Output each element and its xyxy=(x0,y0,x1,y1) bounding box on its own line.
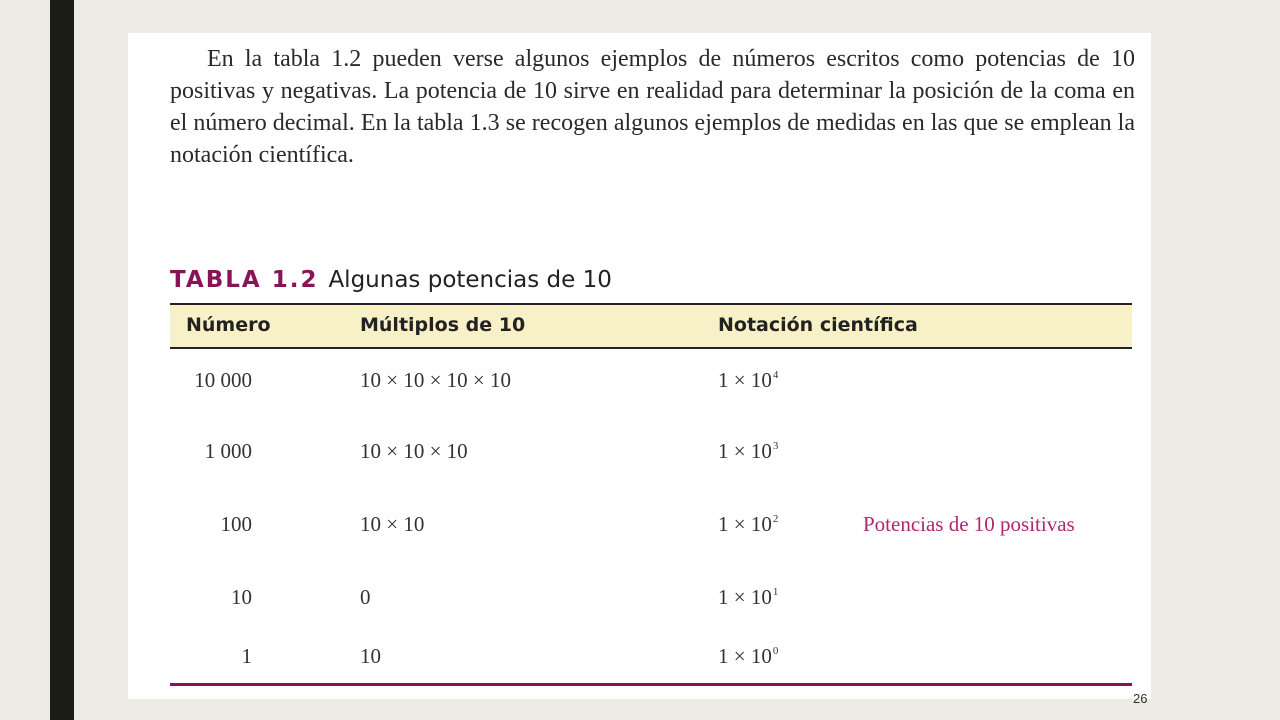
cell-numero: 10 xyxy=(231,585,252,609)
table-header xyxy=(170,303,1132,349)
header-numero: Número xyxy=(186,314,271,336)
notacion-base: 1 × 10 xyxy=(718,439,772,463)
notacion-exponent: 2 xyxy=(772,513,779,525)
table-row xyxy=(128,644,1151,674)
table-caption xyxy=(170,267,612,293)
notacion-base: 1 × 10 xyxy=(718,512,772,536)
notacion-exponent: 3 xyxy=(772,440,779,452)
left-accent-bar xyxy=(50,0,74,720)
cell-numero: 1 xyxy=(241,644,252,668)
table-row xyxy=(128,585,1151,615)
table-title: Algunas potencias de 10 xyxy=(328,267,612,293)
intro-paragraph: En la tabla 1.2 pueden verse algunos ejemplos de números escritos como potencias de 10 positivas y negativas. La potencia de 10 sirve en realidad para determinar la posición de la coma en el número decimal. En la tabla 1.3 se recogen algunos ejemplos de medidas en las que se emplean la notación científica. xyxy=(170,46,1135,168)
cell-notacion xyxy=(718,439,778,464)
cell-multiplos: 10 × 10 × 10 xyxy=(360,439,468,463)
cell-multiplos: 0 xyxy=(360,585,371,609)
cell-multiplos: 10 × 10 × 10 × 10 xyxy=(360,368,512,392)
notacion-exponent: 4 xyxy=(772,369,779,381)
cell-multiplos: 10 × 10 xyxy=(360,512,425,536)
table-bottom-rule xyxy=(170,683,1132,686)
cell-numero: 1 000 xyxy=(204,439,252,463)
cell-notacion xyxy=(718,585,778,610)
cell-numero: 100 xyxy=(220,512,252,536)
cell-multiplos: 10 xyxy=(360,644,381,668)
notacion-base: 1 × 10 xyxy=(718,644,772,668)
table-row xyxy=(128,439,1151,469)
table-label: TABLA 1.2 xyxy=(170,267,319,293)
page-number: 26 xyxy=(1133,691,1148,706)
table-row xyxy=(128,368,1151,398)
notacion-base: 1 × 10 xyxy=(718,368,772,392)
notacion-exponent: 0 xyxy=(772,645,779,657)
notacion-base: 1 × 10 xyxy=(718,585,772,609)
header-multiplos: Múltiplos de 10 xyxy=(360,314,526,336)
cell-notacion xyxy=(718,368,778,393)
cell-numero: 10 000 xyxy=(194,368,252,392)
cell-notacion xyxy=(718,644,778,669)
cell-notacion xyxy=(718,512,778,537)
side-note-positive-powers: Potencias de 10 positivas xyxy=(863,512,1075,536)
textbook-page-image xyxy=(128,33,1151,699)
notacion-exponent: 1 xyxy=(772,586,779,598)
header-notacion: Notación científica xyxy=(718,314,918,336)
